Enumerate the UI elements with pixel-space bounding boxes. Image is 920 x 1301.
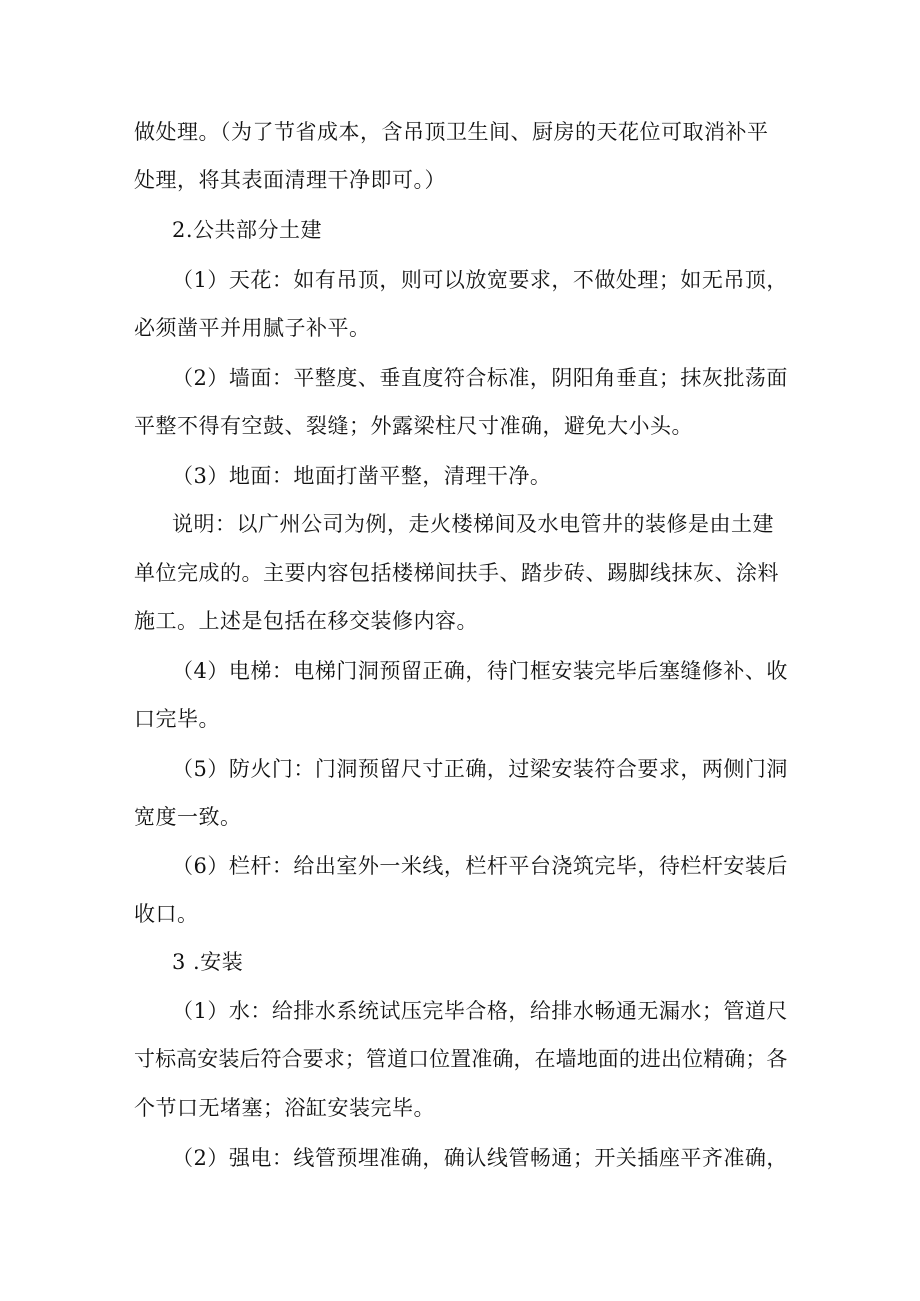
text-line: （2）墙面：平整度、垂直度符合标准，阴阳角垂直；抹灰批荡面: [172, 366, 788, 390]
text-line: 单位完成的。主要内容包括楼梯间扶手、踏步砖、踢脚线抹灰、涂料: [134, 561, 779, 585]
text-line: （4）电梯：电梯门洞预留正确，待门框安装完毕后塞缝修补、收: [172, 659, 788, 683]
text-line: 做处理。（为了节省成本，含吊顶卫生间、厨房的天花位可取消补平: [134, 120, 769, 144]
text-line: 处理，将其表面清理干净即可。）: [134, 168, 446, 192]
text-line: 口完毕。: [134, 707, 220, 731]
text-line: （5）防火门：门洞预留尺寸正确，过梁安装符合要求，两侧门洞: [172, 757, 788, 781]
section-heading: 3 .安装: [172, 950, 244, 974]
text-line: （2）强电：线管预埋准确，确认线管畅通；开关插座平齐准确，: [172, 1146, 788, 1170]
text-line: 必须凿平并用腻子补平。: [134, 316, 371, 340]
text-line: 施工。上述是包括在移交装修内容。: [134, 609, 478, 633]
text-line: （6）栏杆：给出室外一米线，栏杆平台浇筑完毕，待栏杆安装后: [172, 854, 788, 878]
text-line: 个节口无堵塞；浴缸安装完毕。: [134, 1096, 435, 1120]
text-line: 寸标高安装后符合要求；管道口位置准确，在墙地面的进出位精确；各: [134, 1047, 788, 1071]
section-heading: 2.公共部分土建: [172, 218, 323, 242]
text-line: （1）天花：如有吊顶，则可以放宽要求，不做处理；如无吊顶，: [172, 268, 788, 292]
text-line: 说明：以广州公司为例，走火楼梯间及水电管井的装修是由土建: [172, 512, 774, 536]
text-line: 收口。: [134, 902, 199, 926]
text-line: （3）地面：地面打凿平整，清理干净。: [172, 464, 552, 488]
text-line: 平整不得有空鼓、裂缝；外露梁柱尺寸准确，避免大小头。: [134, 414, 693, 438]
text-line: 宽度一致。: [134, 805, 242, 829]
text-line: （1）水：给排水系统试压完毕合格，给排水畅通无漏水；管道尺: [172, 999, 788, 1023]
